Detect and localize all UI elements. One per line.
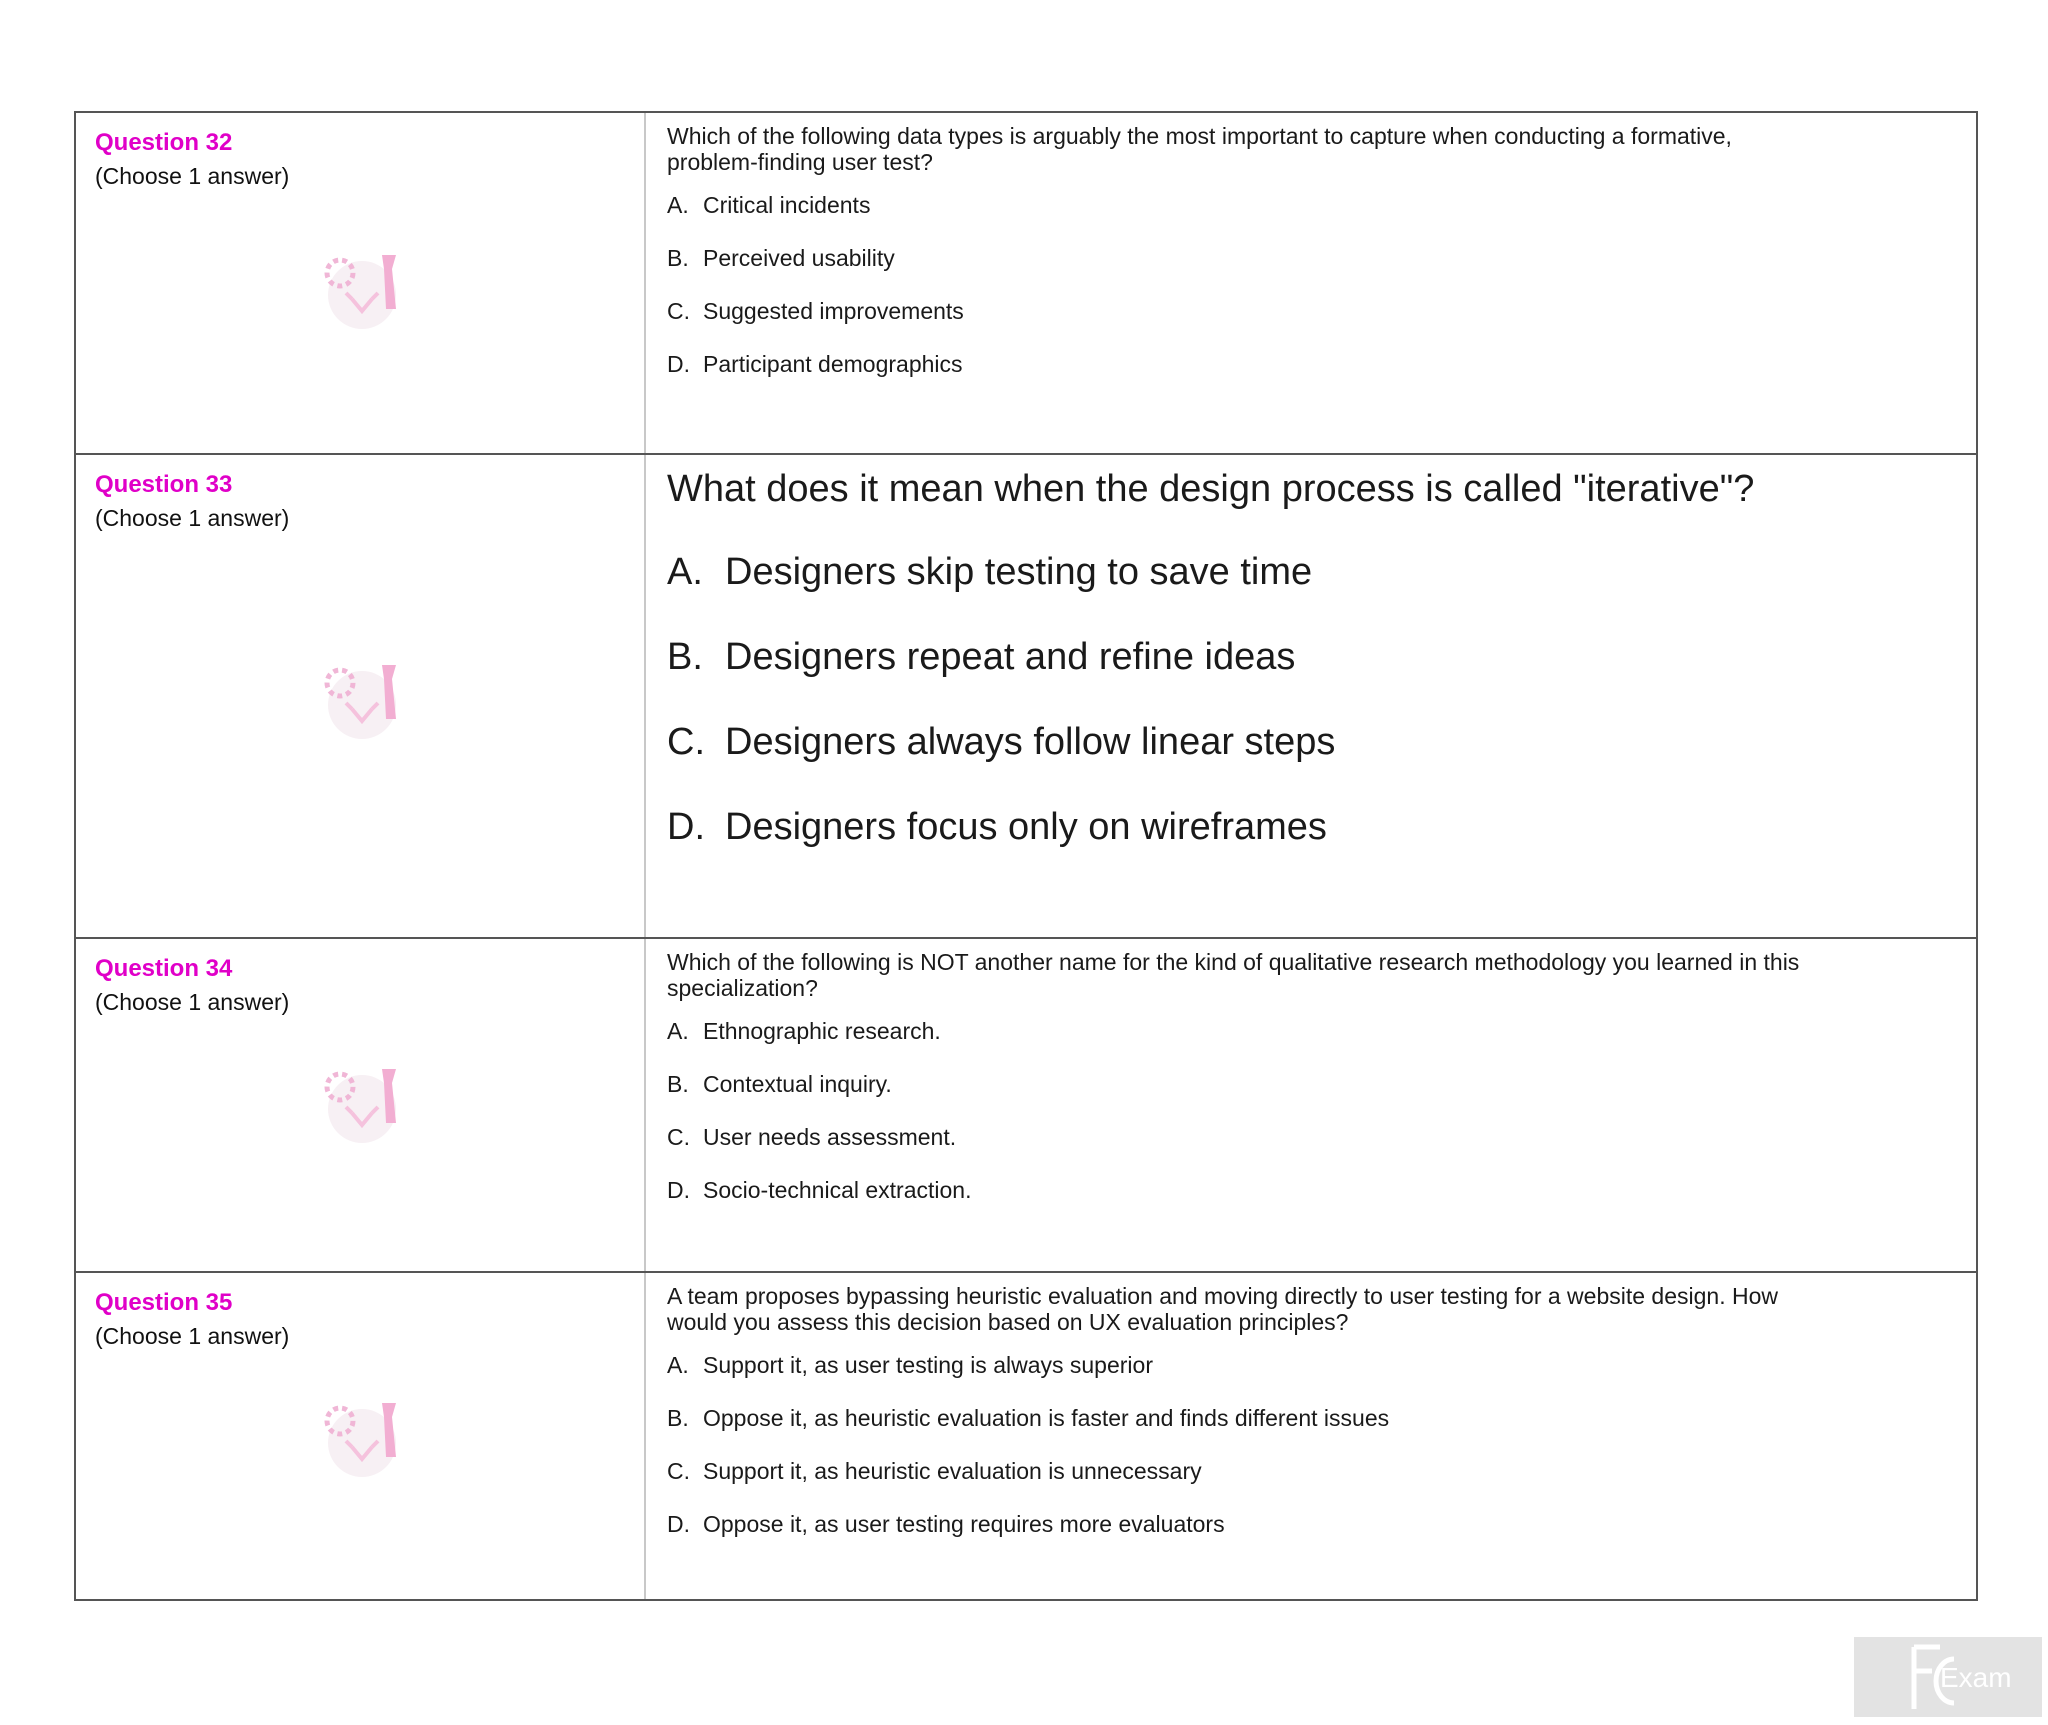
answer-option-a[interactable] — [667, 549, 1976, 595]
question-text: Which of the following data types is arguably the most important to capture when conducting a formative, problem-finding user test? — [667, 123, 1732, 175]
option-text: Perceived usability — [703, 245, 895, 271]
option-text: Critical incidents — [703, 192, 871, 218]
option-text: Designers skip testing to save time — [725, 551, 1313, 593]
question-row — [76, 939, 1976, 1273]
option-text: User needs assessment. — [703, 1124, 957, 1150]
gear-wrench-watermark-icon — [312, 243, 412, 333]
question-meta-cell — [76, 113, 646, 453]
option-text: Participant demographics — [703, 351, 963, 377]
option-letter: C. — [667, 1458, 690, 1484]
answer-option-b[interactable] — [667, 1070, 1976, 1098]
fc-exam-logo-icon — [1854, 1637, 2042, 1717]
answer-option-b[interactable] — [667, 1404, 1976, 1432]
option-letter: D. — [667, 1511, 690, 1537]
question-label: Question 34 — [95, 955, 233, 982]
option-letter: A. — [667, 1018, 689, 1044]
answer-option-d[interactable] — [667, 1510, 1976, 1538]
option-text: Oppose it, as heuristic evaluation is faster and finds different issues — [703, 1405, 1390, 1431]
option-letter: C. — [667, 721, 705, 763]
option-letter: A. — [667, 1352, 689, 1378]
question-label: Question 32 — [95, 129, 233, 156]
question-label: Question 33 — [95, 471, 233, 498]
option-letter: D. — [667, 351, 690, 377]
option-text: Designers always follow linear steps — [725, 721, 1336, 763]
answer-count: (Choose 1 answer) — [95, 505, 290, 531]
question-body-cell — [646, 1273, 1976, 1599]
option-text: Contextual inquiry. — [703, 1071, 892, 1097]
answer-count: (Choose 1 answer) — [95, 163, 290, 189]
option-letter: C. — [667, 1124, 690, 1150]
answer-option-a[interactable] — [667, 1351, 1976, 1379]
question-text: Which of the following is NOT another name for the kind of qualitative research methodology you learned in this specialization? — [667, 949, 1800, 1001]
option-text: Ethnographic research. — [703, 1018, 941, 1044]
option-letter: B. — [667, 1405, 689, 1431]
option-letter: D. — [667, 806, 705, 848]
option-text: Socio-technical extraction. — [703, 1177, 972, 1203]
question-text: What does it mean when the design process is called "iterative"? — [667, 468, 1755, 510]
question-text: A team proposes bypassing heuristic evaluation and moving directly to user testing for a website design. How would you assess this decision based on UX evaluation principles? — [667, 1283, 1778, 1335]
question-body-cell — [646, 113, 1976, 453]
answer-option-b[interactable] — [667, 244, 1976, 272]
option-text: Designers repeat and refine ideas — [725, 636, 1296, 678]
question-body-cell — [646, 455, 1976, 937]
option-letter: B. — [667, 245, 689, 271]
option-letter: A. — [667, 192, 689, 218]
option-letter: A. — [667, 551, 703, 593]
option-letter: D. — [667, 1177, 690, 1203]
option-letter: B. — [667, 1071, 689, 1097]
option-text: Support it, as heuristic evaluation is unnecessary — [703, 1458, 1202, 1484]
answer-count: (Choose 1 answer) — [95, 1323, 290, 1349]
answer-option-b[interactable] — [667, 634, 1976, 680]
answer-option-d[interactable] — [667, 804, 1976, 850]
question-row — [76, 1273, 1976, 1599]
answer-count: (Choose 1 answer) — [95, 989, 290, 1015]
option-letter: B. — [667, 636, 703, 678]
option-text: Support it, as user testing is always superior — [703, 1352, 1153, 1378]
answer-option-c[interactable] — [667, 719, 1976, 765]
question-body-cell — [646, 939, 1976, 1271]
answer-option-c[interactable] — [667, 1123, 1976, 1151]
question-row — [76, 113, 1976, 455]
gear-wrench-watermark-icon — [312, 1391, 412, 1481]
fc-exam-logo — [1854, 1637, 2042, 1717]
question-meta-cell — [76, 455, 646, 937]
option-text: Designers focus only on wireframes — [725, 806, 1327, 848]
answer-option-a[interactable] — [667, 1017, 1976, 1045]
question-label: Question 35 — [95, 1289, 233, 1316]
answer-option-d[interactable] — [667, 350, 1976, 378]
gear-wrench-watermark-icon — [312, 653, 412, 743]
option-text: Suggested improvements — [703, 298, 964, 324]
question-meta-cell — [76, 1273, 646, 1599]
answer-option-c[interactable] — [667, 297, 1976, 325]
option-text: Oppose it, as user testing requires more evaluators — [703, 1511, 1225, 1537]
option-letter: C. — [667, 298, 690, 324]
logo-text: Exam — [1940, 1662, 2012, 1693]
question-row — [76, 455, 1976, 939]
answer-option-c[interactable] — [667, 1457, 1976, 1485]
question-meta-cell — [76, 939, 646, 1271]
answer-option-a[interactable] — [667, 191, 1976, 219]
gear-wrench-watermark-icon — [312, 1057, 412, 1147]
answer-option-d[interactable] — [667, 1176, 1976, 1204]
question-table — [74, 111, 1978, 1601]
